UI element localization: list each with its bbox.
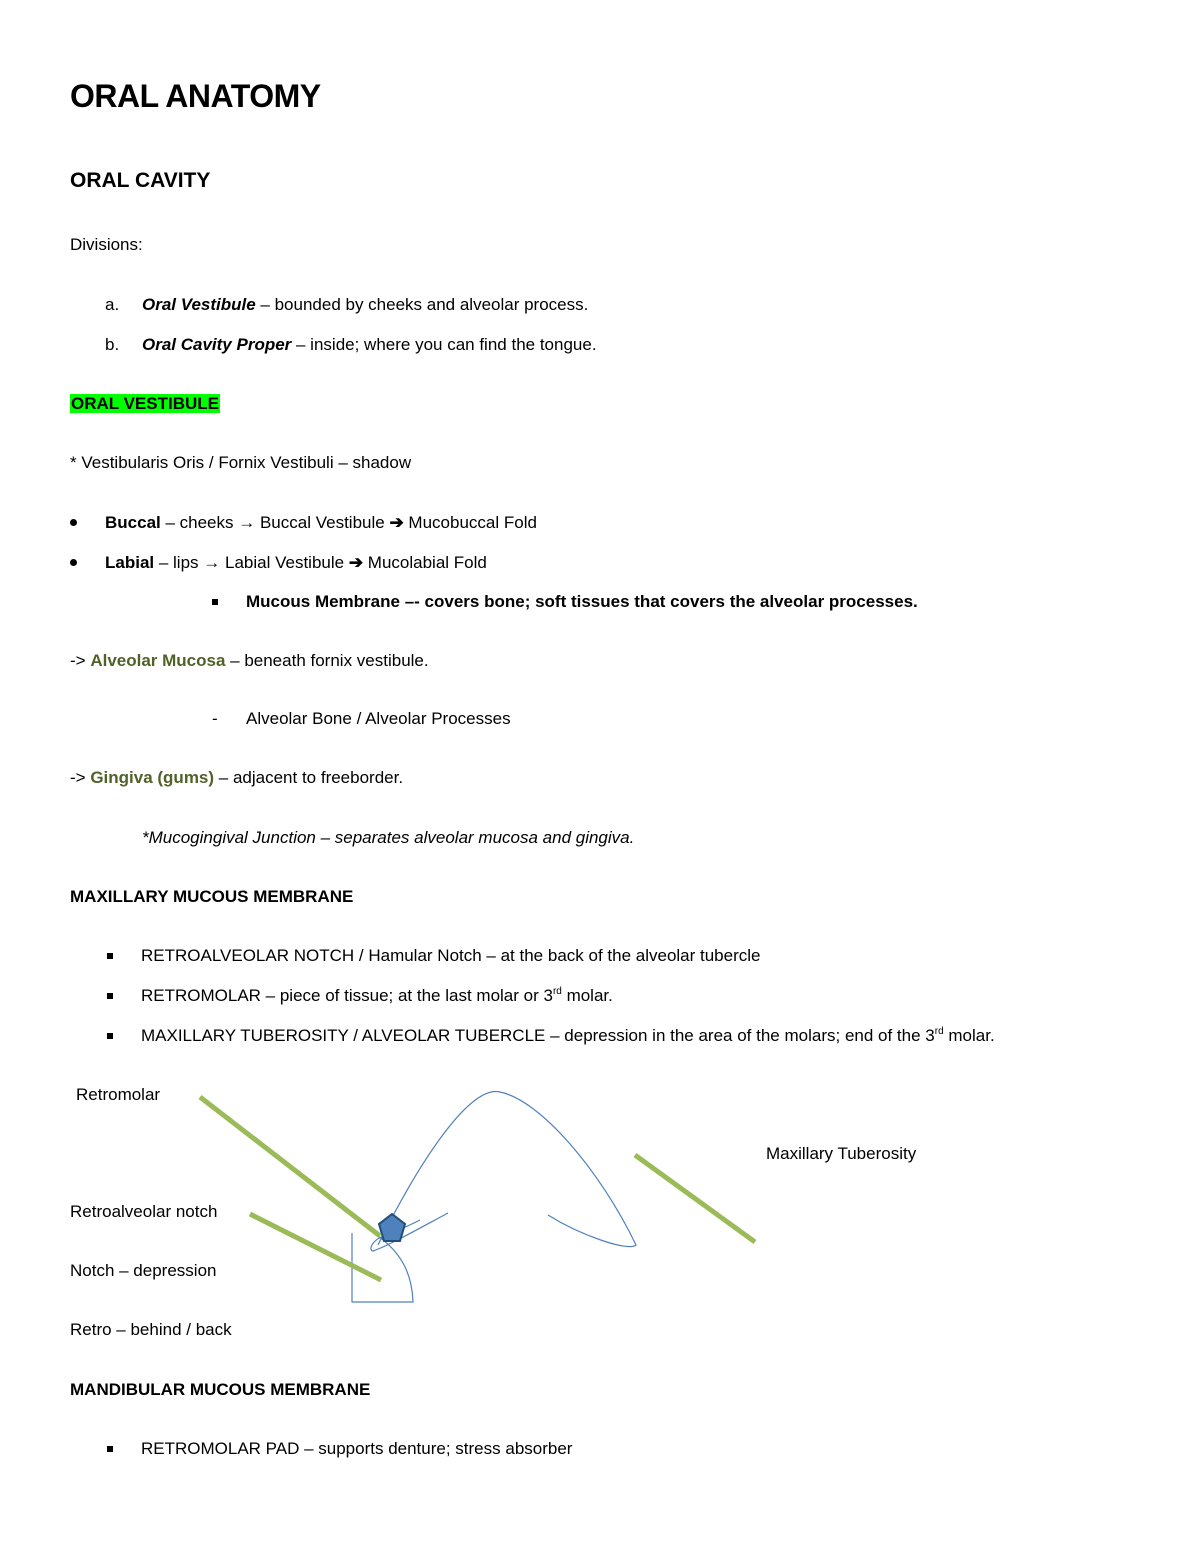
item-text: MAXILLARY TUBEROSITY / ALVEOLAR TUBERCLE – depression in the area of the molars; end of the 3 bbox=[141, 1026, 935, 1045]
vestibularis-line: * Vestibularis Oris / Fornix Vestibuli – shadow bbox=[70, 453, 412, 472]
diagram-label-notch: Notch – depression bbox=[70, 1261, 217, 1280]
arrow-prefix: -> bbox=[70, 651, 91, 670]
section-heading-mandibular: MANDIBULAR MUCOUS MEMBRANE bbox=[70, 1380, 371, 1399]
diagram-label-tuberosity: Maxillary Tuberosity bbox=[766, 1144, 917, 1163]
superscript: rd bbox=[552, 986, 562, 997]
square-bullet bbox=[107, 1446, 113, 1452]
division-text: – bounded by cheeks and alveolar process. bbox=[255, 295, 589, 314]
division-term: Oral Vestibule bbox=[142, 295, 256, 314]
list-marker: b. bbox=[105, 335, 120, 354]
section-heading-maxillary: MAXILLARY MUCOUS MEMBRANE bbox=[70, 887, 354, 906]
diagram-label-retromolar: Retromolar bbox=[76, 1085, 161, 1104]
mucogingival-note: *Mucogingival Junction – separates alveolar mucosa and gingiva. bbox=[142, 828, 635, 847]
green-term: Alveolar Mucosa bbox=[90, 651, 226, 670]
bullet-text: Mucobuccal Fold bbox=[403, 513, 537, 532]
bold-arrow-icon: ➔ bbox=[389, 513, 404, 532]
diagram-label-retro: Retro – behind / back bbox=[70, 1320, 232, 1339]
diagram-label-retroalveolar: Retroalveolar notch bbox=[70, 1202, 218, 1221]
bullet-text: Buccal Vestibule bbox=[255, 513, 390, 532]
tooth-arch-outline bbox=[378, 1092, 636, 1247]
bullet-term: Labial bbox=[105, 553, 155, 572]
mandibular-item: RETROMOLAR PAD – supports denture; stress absorber bbox=[141, 1439, 573, 1458]
item-text: molar. bbox=[943, 1026, 995, 1045]
pointer-line-tuberosity bbox=[635, 1155, 755, 1242]
bullet-text: – cheeks bbox=[160, 513, 239, 532]
arrow-icon: → bbox=[238, 513, 256, 532]
line-text: – beneath fornix vestibule. bbox=[225, 651, 429, 670]
pointer-line-retromolar bbox=[200, 1097, 380, 1236]
item-text: RETROMOLAR – piece of tissue; at the last molar or 3 bbox=[141, 986, 553, 1005]
bullet-term: Buccal bbox=[105, 513, 161, 532]
section-heading-oral-cavity: ORAL CAVITY bbox=[70, 169, 211, 192]
bullet-text: Mucolabial Fold bbox=[363, 553, 487, 572]
bold-arrow-icon: ➔ bbox=[348, 553, 364, 572]
arrow-prefix: -> bbox=[70, 768, 91, 787]
item-term: Mucous Membrane bbox=[246, 592, 400, 611]
divisions-label: Divisions: bbox=[70, 235, 143, 254]
division-term: Oral Cavity Proper bbox=[142, 335, 292, 354]
dash-marker: - bbox=[212, 709, 218, 728]
bullet-text: – lips bbox=[154, 553, 204, 572]
item-text: –- covers bone; soft tissues that covers the alveolar processes. bbox=[399, 592, 918, 611]
bullet-text: Labial Vestibule bbox=[220, 553, 349, 572]
page-title: ORAL ANATOMY bbox=[70, 78, 321, 114]
division-text: – inside; where you can find the tongue. bbox=[291, 335, 597, 354]
arrow-icon: → bbox=[203, 553, 221, 572]
maxillary-item: RETROALVEOLAR NOTCH / Hamular Notch – at the back of the alveolar tubercle bbox=[141, 946, 761, 965]
superscript: rd bbox=[934, 1026, 944, 1037]
list-marker: a. bbox=[105, 295, 120, 314]
line-text: – adjacent to freeborder. bbox=[214, 768, 404, 787]
item-text: molar. bbox=[561, 986, 613, 1005]
pentagon-marker bbox=[379, 1214, 405, 1241]
green-term: Gingiva (gums) bbox=[90, 768, 215, 787]
item-text: Alveolar Bone / Alveolar Processes bbox=[246, 709, 511, 728]
highlighted-heading: ORAL VESTIBULE bbox=[71, 394, 219, 413]
